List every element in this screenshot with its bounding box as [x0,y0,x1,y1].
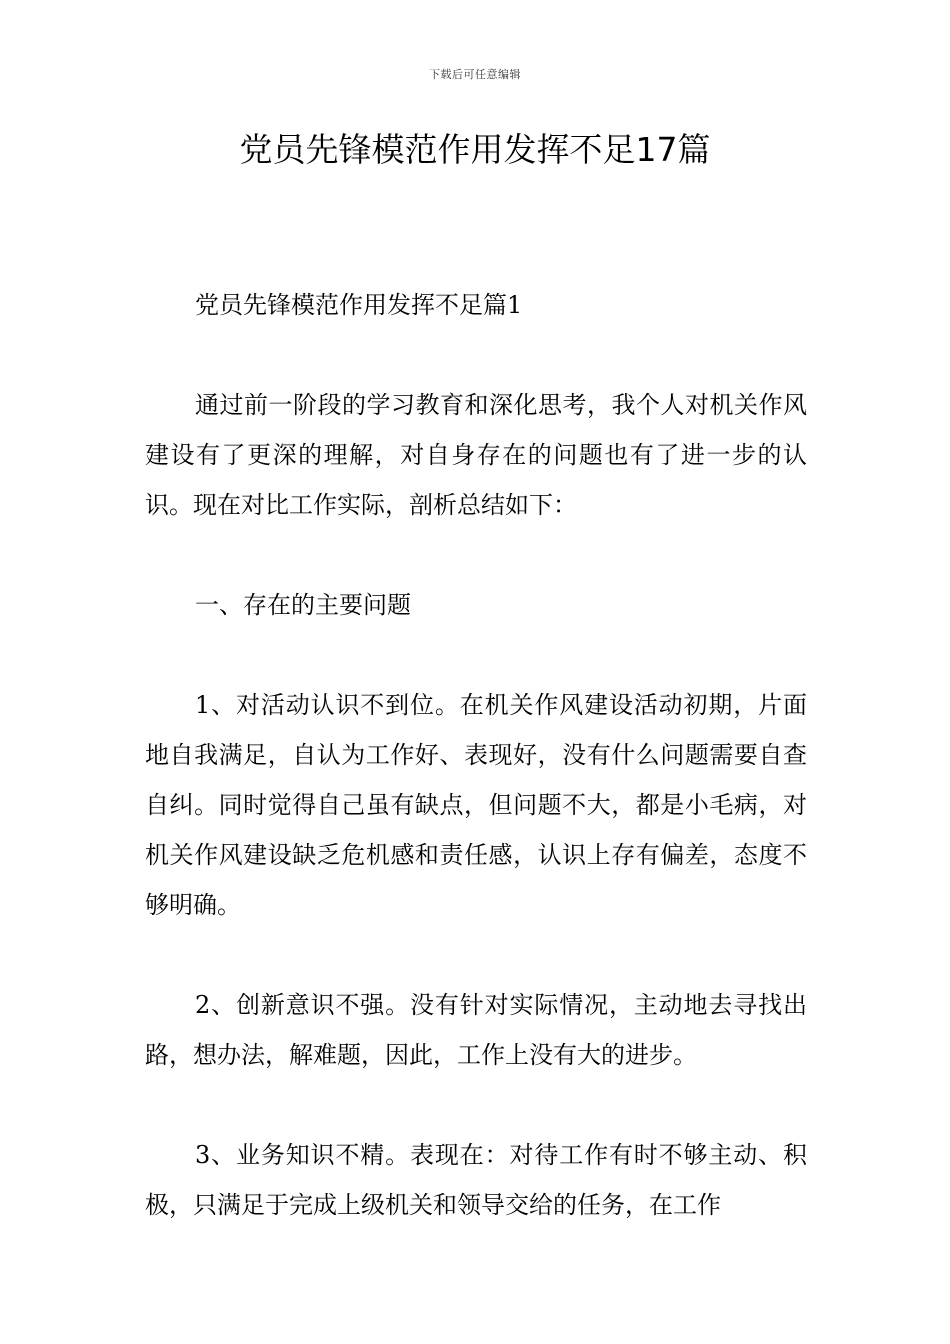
section-heading: 党员先锋模范作用发挥不足篇1 [195,291,523,319]
paragraph-spacer [145,530,807,580]
header-note: 下载后可任意编辑 [429,68,521,81]
paragraph-spacer [145,1080,807,1130]
paragraph-subheading: 一、存在的主要问题 [195,591,411,619]
document-body [145,280,807,1230]
paragraph-intro: 通过前一阶段的学习教育和深化思考，我个人对机关作风建设有了更深的理解，对自身存在的问题也有了进一步的认识。现在对比工作实际，剖析总结如下： [145,391,807,519]
document-title: 党员先锋模范作用发挥不足17篇 [239,130,711,169]
paragraph-spacer [145,630,807,680]
paragraph-item-3: 3、业务知识不精。表现在：对待工作有时不够主动、积极，只满足于完成上级机关和领导交给的任务，在工作 [145,1141,807,1219]
paragraph-spacer [145,330,807,380]
paragraph-spacer [145,930,807,980]
paragraph-item-2: 2、创新意识不强。没有针对实际情况，主动地去寻找出路，想办法，解难题，因此，工作上没有大的进步。 [145,991,807,1069]
paragraph-item-1: 1、对活动认识不到位。在机关作风建设活动初期，片面地自我满足，自认为工作好、表现好，没有什么问题需要自查自纠。同时觉得自己虽有缺点，但问题不大，都是小毛病，对机关作风建设缺乏危机感和责任感，认识上存有偏差，态度不够明确。 [145,691,807,919]
